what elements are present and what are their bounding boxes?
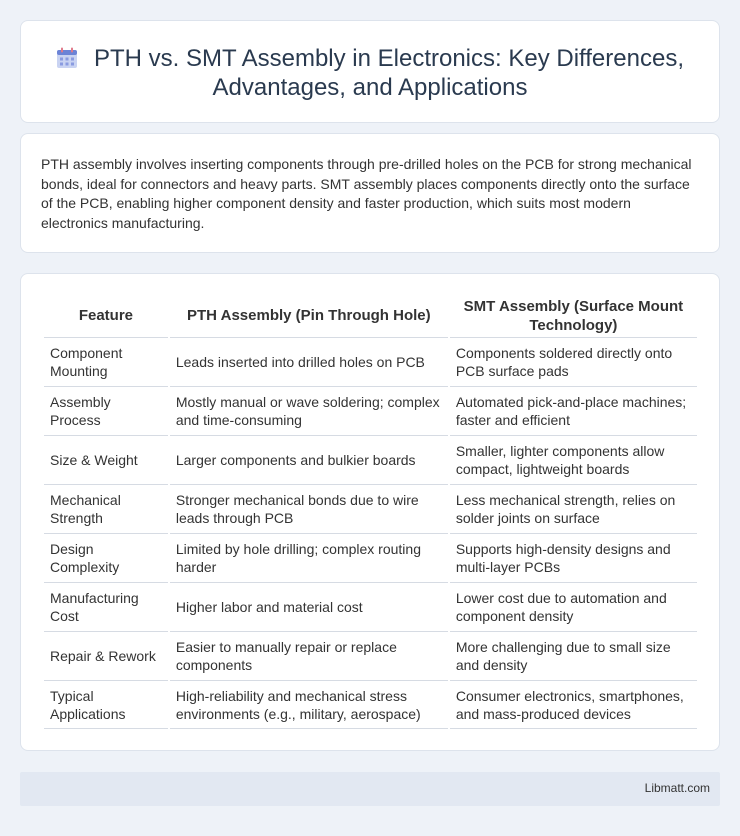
footer	[20, 772, 720, 806]
header-feature: Feature	[44, 294, 168, 338]
feature-cell: Component Mounting	[44, 338, 168, 387]
smt-cell: Smaller, lighter components allow compact, lightweight boards	[450, 436, 697, 485]
table-row	[44, 681, 697, 729]
table-row	[44, 338, 697, 387]
feature-cell: Repair & Rework	[44, 632, 168, 681]
smt-cell: More challenging due to small size and density	[450, 632, 697, 681]
feature-cell: Manufacturing Cost	[44, 583, 168, 632]
page-title	[21, 44, 719, 102]
calendar-icon	[56, 47, 78, 69]
feature-cell: Assembly Process	[44, 387, 168, 436]
table-row	[44, 632, 697, 681]
table-row	[44, 534, 697, 583]
feature-cell: Size & Weight	[44, 436, 168, 485]
pth-cell: Larger components and bulkier boards	[170, 436, 448, 485]
footer-brand-link[interactable]: Libmatt.com	[644, 781, 710, 795]
pth-cell: High-reliability and mechanical stress environments (e.g., military, aerospace)	[170, 681, 448, 729]
smt-cell: Components soldered directly onto PCB surface pads	[450, 338, 697, 387]
smt-cell: Less mechanical strength, relies on solder joints on surface	[450, 485, 697, 534]
table-header-row	[44, 294, 697, 338]
smt-cell: Lower cost due to automation and component density	[450, 583, 697, 632]
feature-cell: Mechanical Strength	[44, 485, 168, 534]
summary-card	[20, 133, 720, 253]
header-pth: PTH Assembly (Pin Through Hole)	[170, 294, 448, 338]
table-row	[44, 583, 697, 632]
table-row	[44, 485, 697, 534]
comparison-card	[20, 273, 720, 751]
summary-text: PTH assembly involves inserting components through pre-drilled holes on the PCB for strong mechanical bonds, ideal for connectors and heavy parts. SMT assembly places components directly onto the surface of the PCB, enabling higher component density and faster production, which suits most modern electronics manufacturing.	[41, 156, 692, 231]
comparison-table	[42, 294, 699, 729]
pth-cell: Easier to manually repair or replace components	[170, 632, 448, 681]
header-smt: SMT Assembly (Surface Mount Technology)	[450, 294, 697, 338]
title-card	[20, 20, 720, 123]
smt-cell: Consumer electronics, smartphones, and mass-produced devices	[450, 681, 697, 729]
pth-cell: Limited by hole drilling; complex routing harder	[170, 534, 448, 583]
smt-cell: Automated pick-and-place machines; faster and efficient	[450, 387, 697, 436]
table-row	[44, 387, 697, 436]
pth-cell: Stronger mechanical bonds due to wire leads through PCB	[170, 485, 448, 534]
pth-cell: Leads inserted into drilled holes on PCB	[170, 338, 448, 387]
smt-cell: Supports high-density designs and multi-layer PCBs	[450, 534, 697, 583]
feature-cell: Design Complexity	[44, 534, 168, 583]
title-text: PTH vs. SMT Assembly in Electronics: Key Differences, Advantages, and Applications	[94, 45, 684, 101]
feature-cell: Typical Applications	[44, 681, 168, 729]
pth-cell: Mostly manual or wave soldering; complex and time-consuming	[170, 387, 448, 436]
pth-cell: Higher labor and material cost	[170, 583, 448, 632]
table-row	[44, 436, 697, 485]
